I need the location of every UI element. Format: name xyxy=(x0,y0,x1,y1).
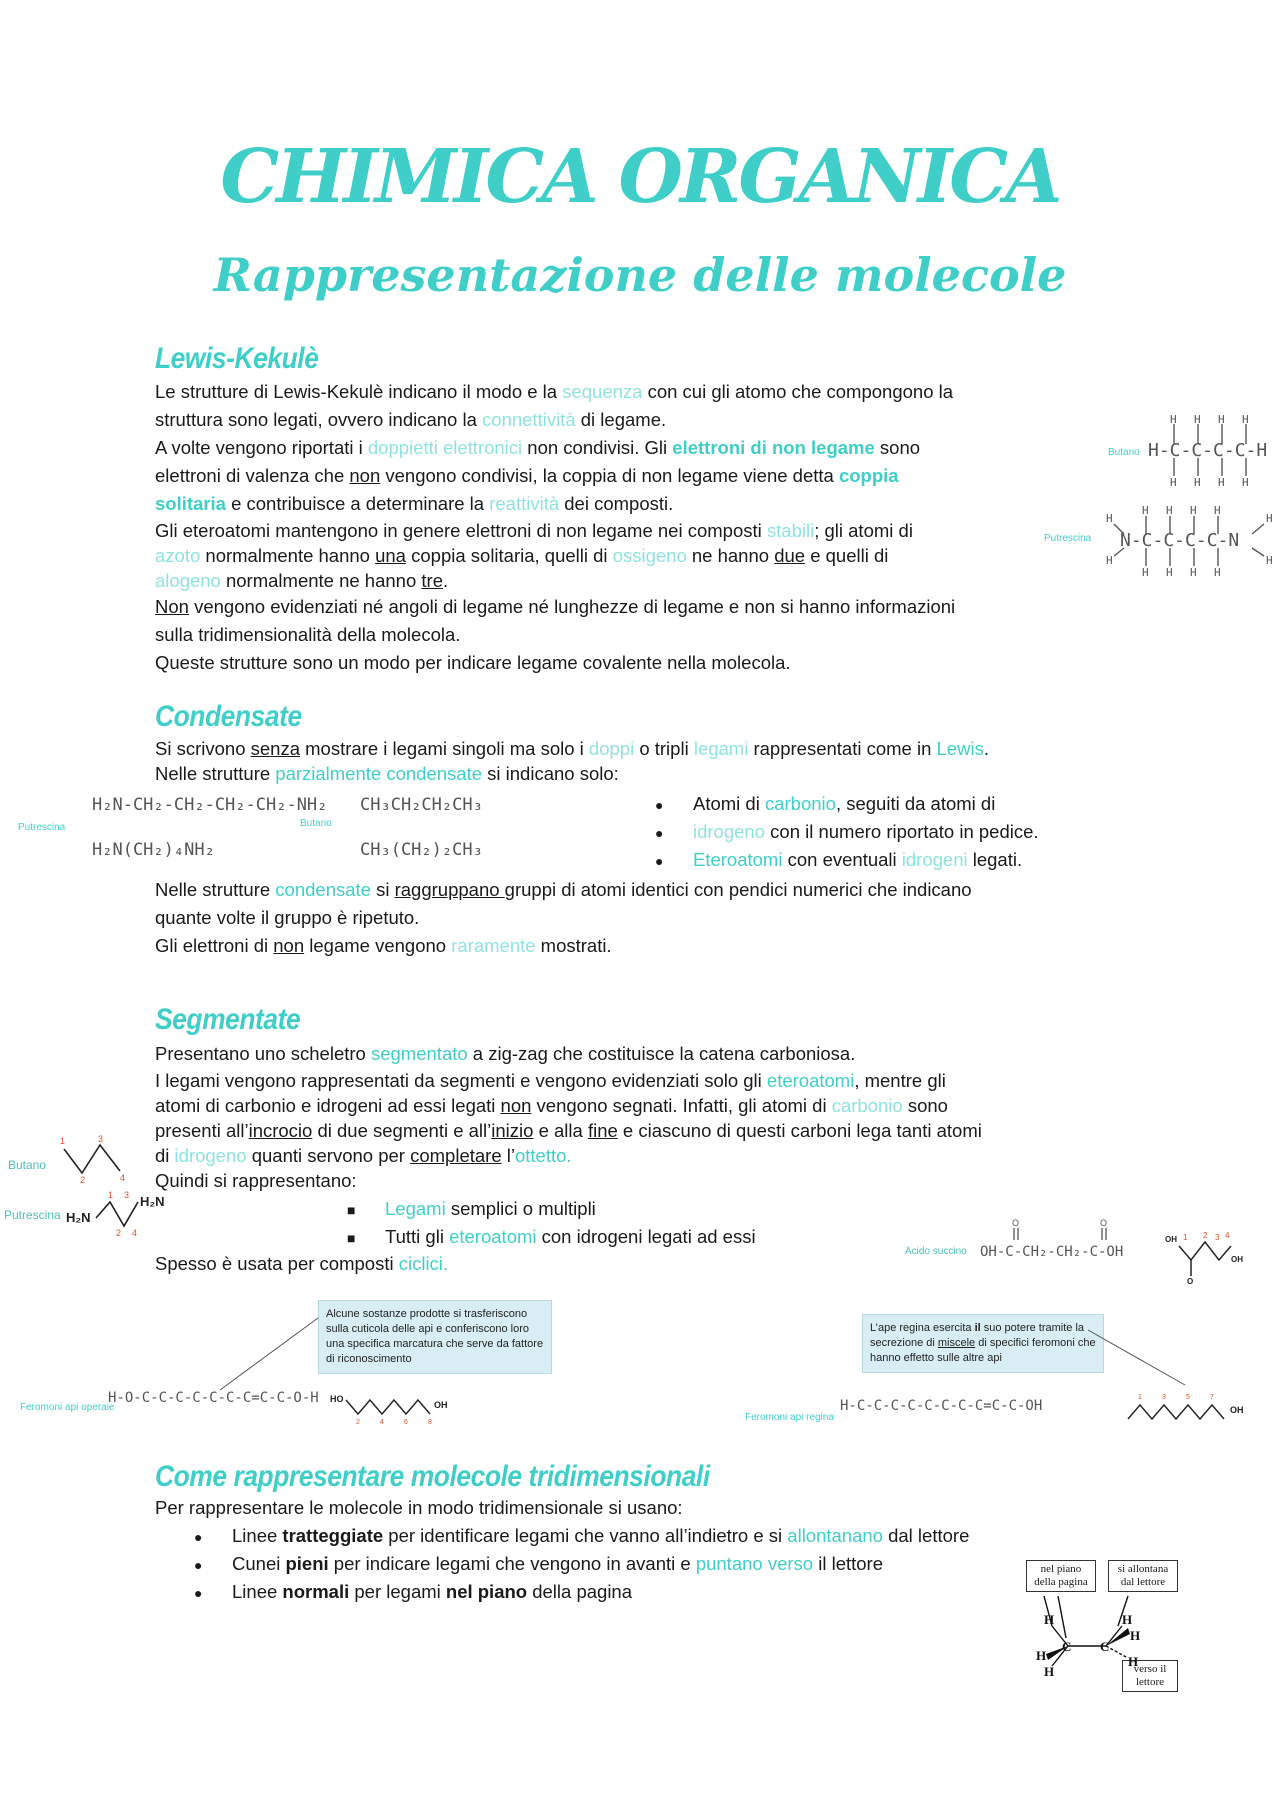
svg-text:H: H xyxy=(1266,512,1273,525)
svg-text:H: H xyxy=(1106,512,1113,525)
svg-text:H: H xyxy=(1242,413,1249,426)
bullet-item: ● Atomi di carbonio, seguiti da atomi di xyxy=(693,790,1039,818)
figure-label-away: si allontana dal lettore xyxy=(1108,1560,1178,1592)
svg-text:H: H xyxy=(1214,566,1221,579)
putrescina-condensed-2: H₂N(CH₂)₄NH₂ xyxy=(92,840,215,860)
text-line: I legami vengono rappresentati da segmenti e vengono evidenziati solo gli eteroatomi, mentre gli xyxy=(155,1070,946,1091)
svg-text:C: C xyxy=(1062,1639,1072,1654)
text-line: Gli elettroni di non legame vengono raramente mostrati. xyxy=(155,935,612,956)
butano-lewis-formula: H-C-C-C-C-H xyxy=(1148,440,1268,461)
svg-text:H: H xyxy=(1166,504,1173,517)
bullet-item: ● Eteroatomi con eventuali idrogeni legati. xyxy=(693,846,1039,874)
svg-text:3: 3 xyxy=(1162,1394,1166,1401)
svg-text:OH: OH xyxy=(1231,1255,1243,1264)
svg-text:O: O xyxy=(1100,1218,1108,1228)
svg-text:C: C xyxy=(1100,1639,1110,1654)
svg-text:H: H xyxy=(1242,476,1249,489)
svg-text:7: 7 xyxy=(1210,1394,1214,1401)
formula-operaie: H-O-C-C-C-C-C-C-C=C-C-O-H xyxy=(108,1390,319,1406)
svg-text:1: 1 xyxy=(1183,1233,1188,1242)
page-subtitle: Rappresentazione delle molecole xyxy=(213,248,1067,302)
putrescina-condensed-1: H₂N-CH₂-CH₂-CH₂-CH₂-NH₂ xyxy=(92,795,328,815)
svg-text:2: 2 xyxy=(80,1175,86,1185)
text-line: Queste strutture sono un modo per indicare legame covalente nella molecola. xyxy=(155,652,791,673)
svg-text:O: O xyxy=(1187,1277,1194,1286)
svg-text:5: 5 xyxy=(1186,1394,1190,1401)
bullet-item: ● Linee normali per legami nel piano della pagina xyxy=(232,1578,969,1606)
svg-text:3: 3 xyxy=(124,1190,130,1200)
text-line: quante volte il gruppo è ripetuto. xyxy=(155,907,420,928)
svg-text:H: H xyxy=(1266,554,1273,567)
section-heading-lewis: Lewis-Kekulè xyxy=(155,342,319,375)
text-line: alogeno normalmente ne hanno tre. xyxy=(155,570,449,591)
text-line: Si scrivono senza mostrare i legami singoli ma solo i doppi o tripli legami rappresentati come in Lewis. xyxy=(155,738,989,759)
svg-text:H: H xyxy=(1218,476,1225,489)
figure-label-butano: Butano xyxy=(1108,447,1140,458)
svg-text:H: H xyxy=(1166,566,1173,579)
figure-label-butano-skeletal: Butano xyxy=(8,1158,47,1172)
svg-text:8: 8 xyxy=(428,1419,432,1426)
skeletal-regina xyxy=(1118,1385,1253,1441)
svg-text:H: H xyxy=(1142,504,1149,517)
svg-text:H: H xyxy=(1142,566,1149,579)
svg-text:H: H xyxy=(1036,1648,1047,1663)
figure-label-regina: Feromoni api regina xyxy=(745,1412,834,1423)
butano-condensed-1: CH₃CH₂CH₂CH₃ xyxy=(360,795,483,815)
butano-condensed-2: CH₃(CH₂)₂CH₃ xyxy=(360,840,483,860)
svg-text:2: 2 xyxy=(1203,1231,1208,1240)
svg-text:4: 4 xyxy=(120,1173,126,1183)
svg-text:6: 6 xyxy=(404,1419,408,1426)
figure-label-acido: Acido succino xyxy=(905,1246,967,1257)
callout-operaie: Alcune sostanze prodotte si trasferiscono sulla cuticola delle api e conferiscono loro una specifica marcatura che serve da fattore di riconoscimento xyxy=(318,1300,552,1374)
svg-text:H: H xyxy=(1044,1664,1055,1679)
hydroxyl-label: OH xyxy=(434,1400,448,1410)
svg-text:3: 3 xyxy=(1215,1233,1220,1242)
svg-text:1: 1 xyxy=(108,1190,114,1200)
text-line: Le strutture di Lewis-Kekulè indicano il modo e la sequenza con cui gli atomo che compongono la xyxy=(155,381,954,402)
text-line: Gli eteroatomi mantengono in genere elettroni di non legame nei composti stabili; gli atomi di xyxy=(155,520,913,541)
svg-text:4: 4 xyxy=(1225,1231,1230,1240)
svg-text:H: H xyxy=(1190,566,1197,579)
bullet-item: ■ Legami semplici o multipli xyxy=(385,1195,756,1223)
svg-text:3: 3 xyxy=(98,1134,104,1144)
text-line: atomi di carbonio e idrogeni ad essi legati non vengono segnati. Infatti, gli atomi di carbonio sono xyxy=(155,1095,948,1116)
figure-label-butano-cond: Butano xyxy=(300,818,332,829)
amine-label: H₂N xyxy=(66,1210,91,1225)
svg-text:O: O xyxy=(1012,1218,1020,1228)
acido-formula: OH-C-CH₂-CH₂-C-OH xyxy=(980,1244,1124,1260)
figure-label-operaie: Feromoni api operaie xyxy=(20,1402,115,1413)
svg-text:4: 4 xyxy=(132,1228,138,1238)
text-line: struttura sono legati, ovvero indicano la connettività di legame. xyxy=(155,409,667,430)
text-line: Presentano uno scheletro segmentato a zig-zag che costituisce la catena carboniosa. xyxy=(155,1043,856,1064)
figure-label-putrescina-skeletal: Putrescina xyxy=(4,1208,61,1222)
svg-text:2: 2 xyxy=(116,1228,122,1238)
svg-text:H: H xyxy=(1106,554,1113,567)
text-line: Per rappresentare le molecole in modo tridimensionale si usano: xyxy=(155,1497,683,1518)
svg-text:H: H xyxy=(1218,413,1225,426)
figure-label-putrescina-cond: Putrescina xyxy=(18,822,66,833)
text-line: solitaria e contribuisce a determinare la reattività dei composti. xyxy=(155,493,674,514)
bullet-item: ■ Tutti gli eteroatomi con idrogeni legati ad essi xyxy=(385,1223,756,1251)
section-heading-3d: Come rappresentare molecole tridimensionali xyxy=(155,1460,710,1493)
text-line: azoto normalmente hanno una coppia solitaria, quelli di ossigeno ne hanno due e quelli di xyxy=(155,545,889,566)
figure-label-toward: verso il lettore xyxy=(1122,1660,1178,1692)
page-title: CHIMICA ORGANICA xyxy=(220,134,1060,220)
svg-text:1: 1 xyxy=(60,1136,66,1146)
text-line: Nelle strutture condensate si raggruppano gruppi di atomi identici con pendici numerici che indicano xyxy=(155,879,972,900)
formula-regina: H-C-C-C-C-C-C-C-C=C-C-OH xyxy=(840,1398,1043,1414)
svg-text:H: H xyxy=(1130,1628,1141,1643)
svg-text:H: H xyxy=(1194,476,1201,489)
section-heading-condensate: Condensate xyxy=(155,700,302,733)
hydroxyl-label: OH xyxy=(1230,1405,1244,1415)
text-line: Quindi si rappresentano: xyxy=(155,1170,357,1191)
svg-text:H: H xyxy=(1128,1654,1139,1669)
text-line: Spesso è usata per composti ciclici. xyxy=(155,1253,449,1274)
svg-text:H: H xyxy=(1044,1612,1055,1627)
tridimensional-molecule-figure xyxy=(1030,1596,1170,1696)
text-line: presenti all’incrocio di due segmenti e all’inizio e alla fine e ciascuno di questi carboni lega tanti atomi xyxy=(155,1120,982,1141)
text-line: Non vengono evidenziati né angoli di legame né lunghezze di legame e non si hanno informazioni xyxy=(155,596,956,617)
figure-label-putrescina: Putrescina xyxy=(1044,533,1092,544)
bullet-item: ● Cunei pieni per indicare legami che vengono in avanti e puntano verso il lettore xyxy=(232,1550,969,1578)
tridimensional-bullets xyxy=(232,1522,969,1606)
svg-text:H: H xyxy=(1170,413,1177,426)
svg-text:H: H xyxy=(1190,504,1197,517)
figure-label-plane: nel piano della pagina xyxy=(1026,1560,1096,1592)
svg-text:H: H xyxy=(1194,413,1201,426)
hydroxyl-label: HO xyxy=(330,1394,344,1404)
bullet-item: ● Linee tratteggiate per identificare legami che vanno all’indietro e si allontanano dal lettore xyxy=(232,1522,969,1550)
text-line: sulla tridimensionalità della molecola. xyxy=(155,624,461,645)
putrescina-lewis-formula: N-C-C-C-C-N xyxy=(1120,530,1240,551)
skeletal-operaie xyxy=(330,1380,455,1426)
bullet-continuation: ● idrogeno con il numero riportato in pedice. xyxy=(693,818,1039,846)
text-line: Nelle strutture parzialmente condensate si indicano solo: xyxy=(155,763,619,784)
svg-text:4: 4 xyxy=(380,1419,384,1426)
callout-regina: L’ape regina esercita il suo potere tramite la secrezione di miscele di specifici feromoni che hanno effetto sulle altre api xyxy=(862,1314,1104,1373)
text-line: elettroni di valenza che non vengono condivisi, la coppia di non legame viene detta coppia xyxy=(155,465,899,486)
svg-text:2: 2 xyxy=(356,1419,360,1426)
section-heading-segmentate: Segmentate xyxy=(155,1003,301,1036)
hydroxyl-label: OH xyxy=(1165,1235,1177,1244)
text-line: di idrogeno quanti servono per completare l’ottetto. xyxy=(155,1145,572,1166)
svg-text:H: H xyxy=(1122,1612,1133,1627)
svg-text:H: H xyxy=(1170,476,1177,489)
svg-text:1: 1 xyxy=(1138,1394,1142,1401)
amine-label: H₂N xyxy=(140,1194,165,1209)
svg-text:H: H xyxy=(1214,504,1221,517)
text-line: A volte vengono riportati i doppietti elettronici non condivisi. Gli elettroni di non legame sono xyxy=(155,437,921,458)
